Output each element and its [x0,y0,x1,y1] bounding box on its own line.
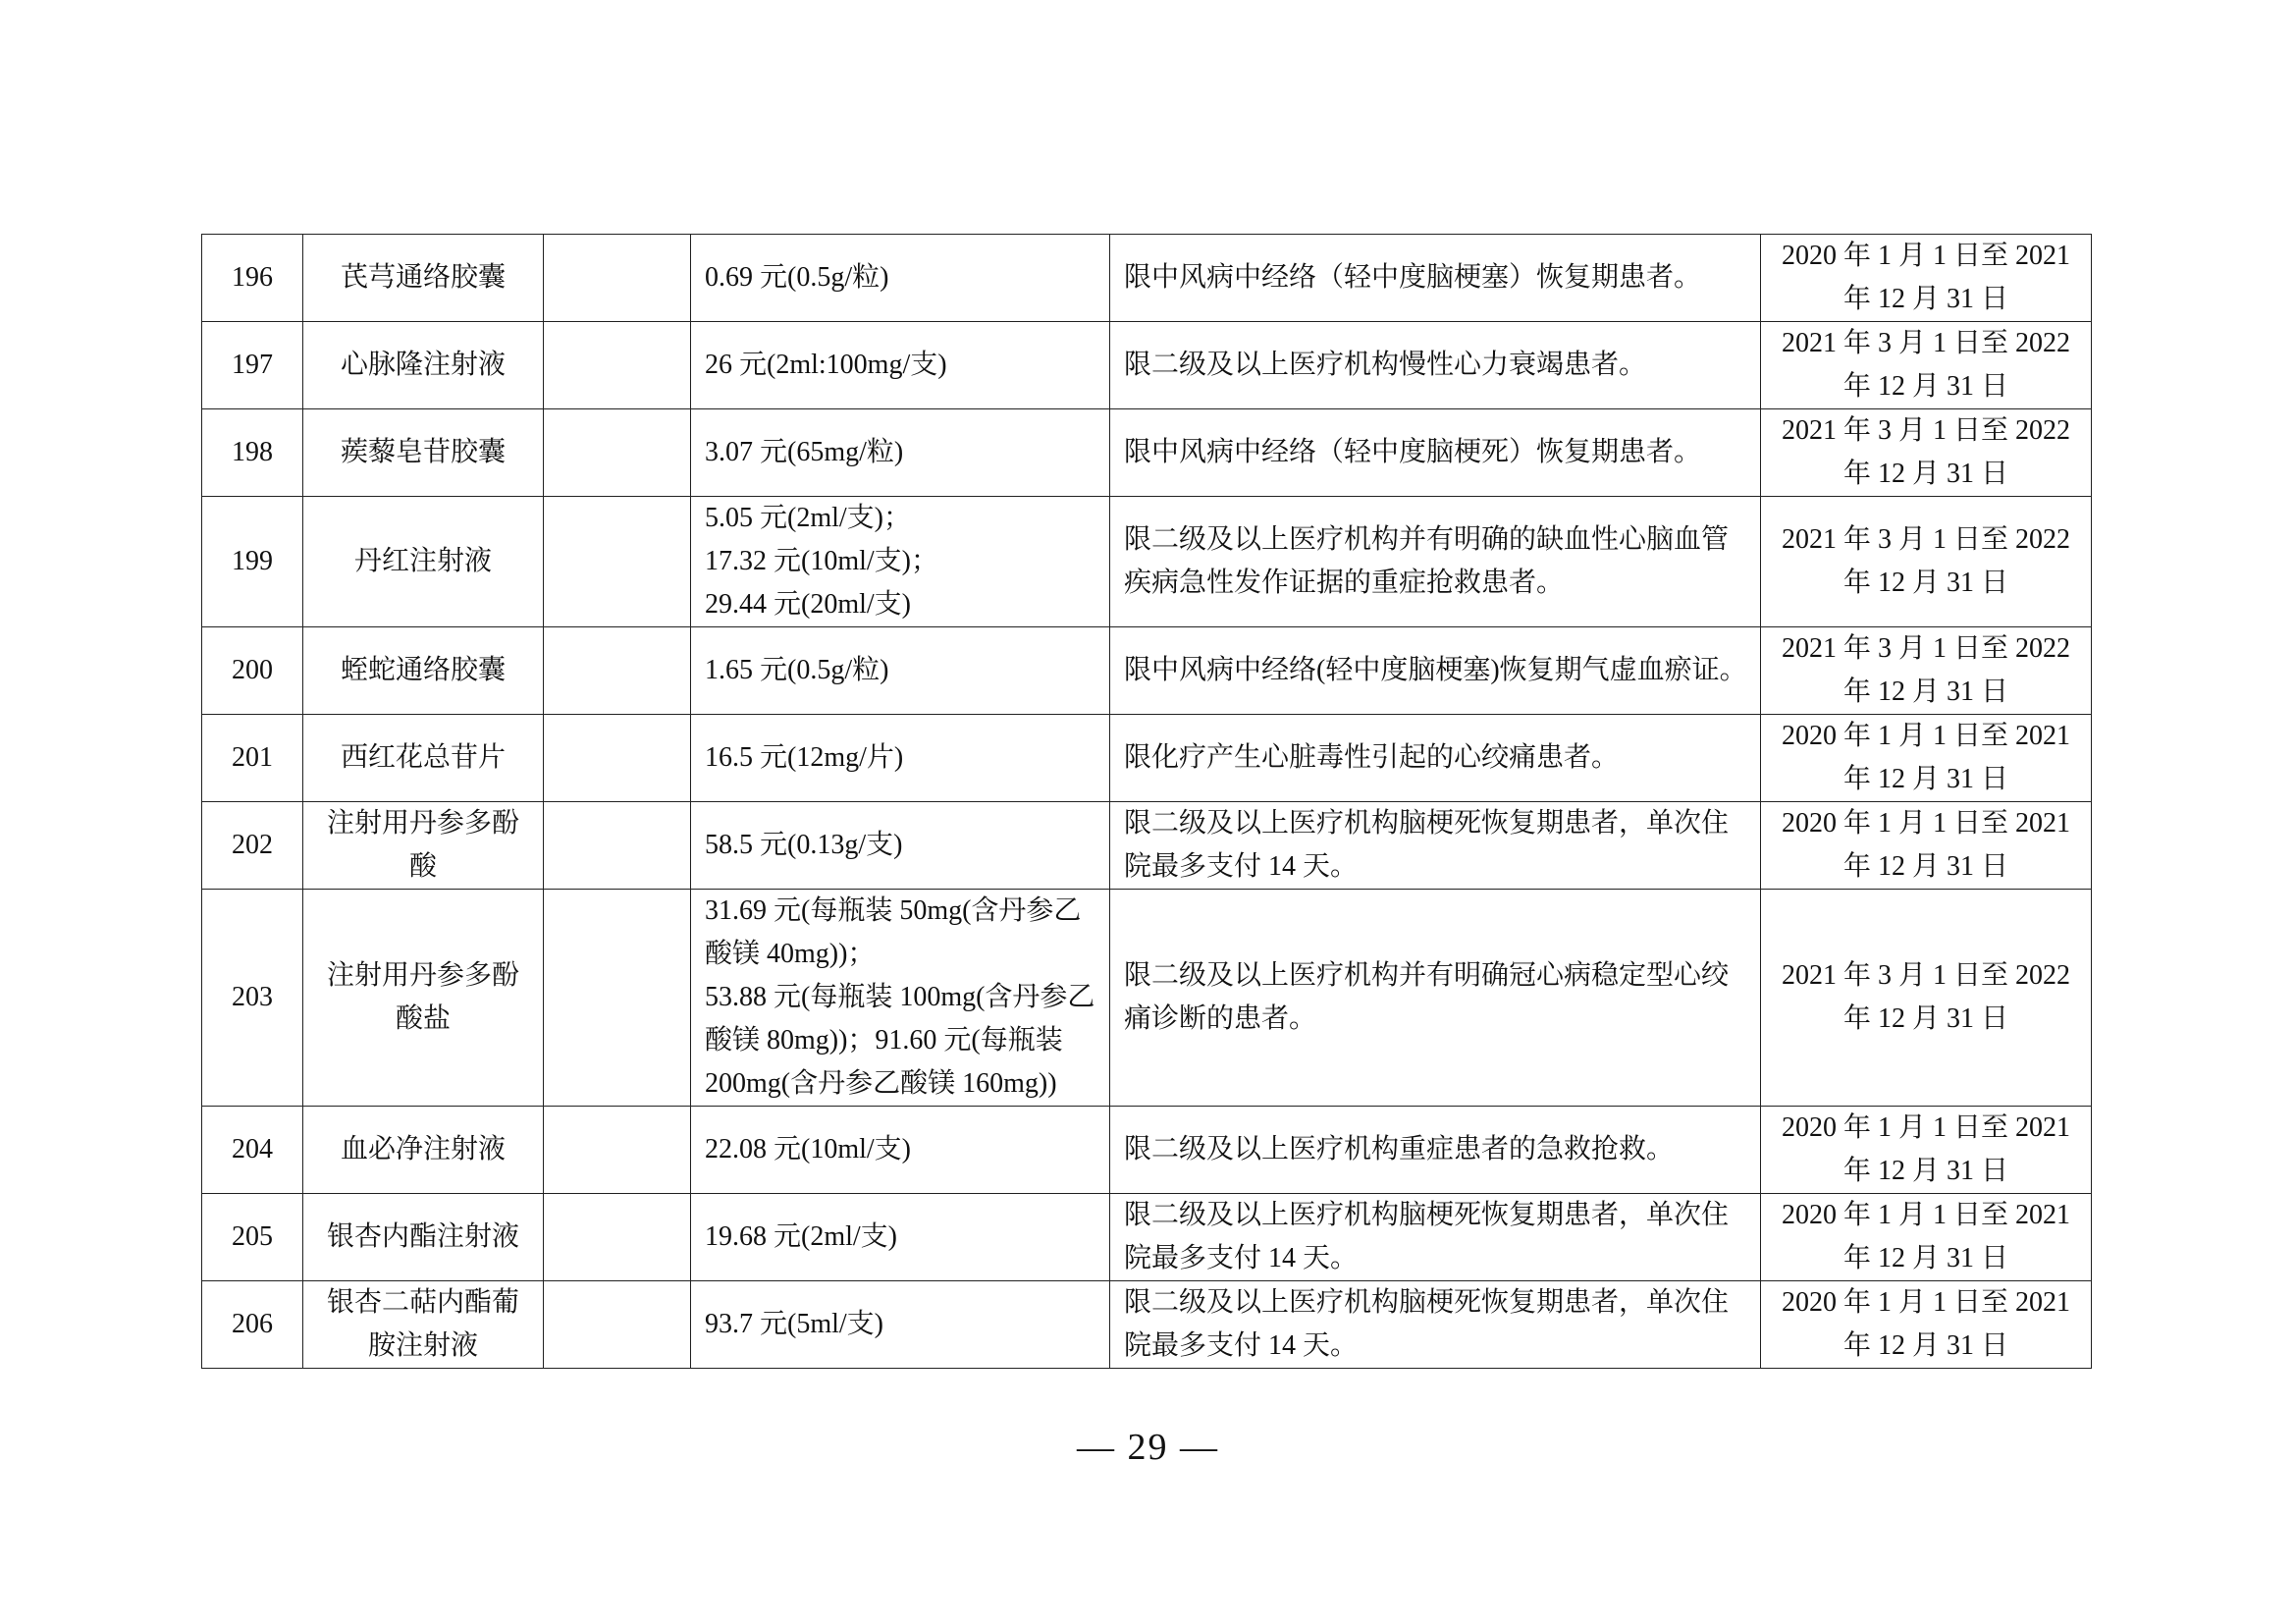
drug-name [303,322,544,409]
row-number: 203 [202,890,303,1107]
blank-cell [544,497,691,627]
drug-name-line: 酸 [408,851,437,882]
payment-restriction-line: 限二级及以上医疗机构并有明确的缺血性心脑血管 [1124,524,1730,555]
validity-period [1761,322,2092,409]
table-row [202,802,2092,890]
row-number: 198 [202,409,303,497]
payment-restriction-line: 限中风病中经络（轻中度脑梗死）恢复期患者。 [1124,437,1702,467]
drug-price [691,715,1110,802]
drug-price [691,497,1110,627]
blank-cell [544,890,691,1107]
payment-restriction [1110,322,1761,409]
drug-table [201,234,2092,1369]
drug-name [303,1194,544,1281]
page-number: — 29 — [1077,1427,1219,1468]
drug-price-line: 19.68 元(2ml/支) [705,1221,897,1252]
validity-period [1761,497,2092,627]
payment-restriction-line: 疾病急性发作证据的重症抢救患者。 [1124,568,1565,598]
table-row [202,1107,2092,1194]
payment-restriction-line: 限中风病中经络（轻中度脑梗塞）恢复期患者。 [1124,262,1702,293]
drug-table-body [202,235,2092,1369]
drug-price-line: 16.5 元(12mg/片) [705,742,904,773]
payment-restriction-line: 限化疗产生心脏毒性引起的心绞痛患者。 [1124,742,1620,773]
drug-price [691,1281,1110,1369]
validity-period-line: 年 12 月 31 日 [1842,568,2008,598]
validity-period-line: 2020 年 1 月 1 日至 2021 [1781,1112,2070,1143]
drug-name-line: 芪芎通络胶囊 [340,262,506,293]
drug-price-line: 53.88 元(每瓶装 100mg(含丹参乙 [705,982,1095,1012]
row-number: 200 [202,627,303,715]
validity-period-line: 年 12 月 31 日 [1842,371,2008,402]
table-row [202,497,2092,627]
drug-name [303,802,544,890]
blank-cell [544,235,691,322]
drug-price-line: 200mg(含丹参乙酸镁 160mg)) [705,1068,1057,1099]
drug-price-line: 17.32 元(10ml/支)； [705,546,938,576]
drug-price [691,409,1110,497]
blank-cell [544,1194,691,1281]
validity-period [1761,409,2092,497]
payment-restriction [1110,715,1761,802]
validity-period-line: 年 12 月 31 日 [1842,459,2008,489]
blank-cell [544,322,691,409]
validity-period [1761,1281,2092,1369]
validity-period-line: 2020 年 1 月 1 日至 2021 [1781,721,2070,751]
validity-period-line: 2021 年 3 月 1 日至 2022 [1781,960,2070,991]
payment-restriction-line: 限二级及以上医疗机构脑梗死恢复期患者，单次住 [1124,808,1730,839]
validity-period-line: 年 12 月 31 日 [1842,764,2008,794]
payment-restriction-line: 限二级及以上医疗机构脑梗死恢复期患者，单次住 [1124,1200,1730,1230]
drug-price-line: 酸镁 80mg))；91.60 元(每瓶装 [705,1025,1063,1056]
drug-name-line: 胺注射液 [367,1330,478,1361]
validity-period [1761,715,2092,802]
validity-period-line: 2021 年 3 月 1 日至 2022 [1781,633,2070,664]
drug-name-line: 银杏内酯注射液 [326,1221,519,1252]
drug-price [691,890,1110,1107]
validity-period [1761,235,2092,322]
drug-name-line: 酸盐 [395,1003,451,1034]
validity-period-line: 年 12 月 31 日 [1842,1156,2008,1186]
drug-price-line: 0.69 元(0.5g/粒) [705,262,889,293]
blank-cell [544,715,691,802]
drug-price-line: 1.65 元(0.5g/粒) [705,655,889,685]
drug-price [691,1194,1110,1281]
drug-price-line: 58.5 元(0.13g/支) [705,830,903,860]
validity-period-line: 2021 年 3 月 1 日至 2022 [1781,415,2070,446]
validity-period-line: 年 12 月 31 日 [1842,1243,2008,1273]
validity-period-line: 年 12 月 31 日 [1842,1330,2008,1361]
validity-period [1761,1107,2092,1194]
validity-period [1761,627,2092,715]
payment-restriction-line: 院最多支付 14 天。 [1124,1330,1359,1361]
validity-period [1761,890,2092,1107]
drug-price-line: 31.69 元(每瓶装 50mg(含丹参乙 [705,895,1082,926]
row-number: 197 [202,322,303,409]
validity-period-line: 2021 年 3 月 1 日至 2022 [1781,524,2070,555]
drug-name [303,1107,544,1194]
drug-price [691,235,1110,322]
blank-cell [544,627,691,715]
table-row [202,322,2092,409]
validity-period-line: 2021 年 3 月 1 日至 2022 [1781,328,2070,358]
payment-restriction [1110,890,1761,1107]
validity-period [1761,802,2092,890]
blank-cell [544,409,691,497]
table-row [202,409,2092,497]
row-number: 205 [202,1194,303,1281]
drug-name-line: 蒺藜皂苷胶囊 [340,437,506,467]
table-row [202,235,2092,322]
payment-restriction-line: 限中风病中经络(轻中度脑梗塞)恢复期气虚血瘀证。 [1124,655,1747,685]
drug-name [303,497,544,627]
validity-period-line: 年 12 月 31 日 [1842,1003,2008,1034]
table-row [202,890,2092,1107]
table-row [202,1281,2092,1369]
drug-price-line: 26 元(2ml:100mg/支) [705,350,947,380]
blank-cell [544,1107,691,1194]
drug-price [691,322,1110,409]
drug-name-line: 注射用丹参多酚 [326,808,519,839]
payment-restriction [1110,1281,1761,1369]
payment-restriction [1110,1194,1761,1281]
payment-restriction [1110,235,1761,322]
drug-price-line: 酸镁 40mg))； [705,939,876,969]
drug-name-line: 丹红注射液 [353,546,492,576]
validity-period-line: 2020 年 1 月 1 日至 2021 [1781,1200,2070,1230]
payment-restriction [1110,627,1761,715]
payment-restriction-line: 痛诊断的患者。 [1124,1003,1317,1034]
validity-period-line: 2020 年 1 月 1 日至 2021 [1781,1287,2070,1318]
drug-price [691,1107,1110,1194]
drug-name [303,409,544,497]
blank-cell [544,1281,691,1369]
drug-price-line: 3.07 元(65mg/粒) [705,437,904,467]
row-number: 202 [202,802,303,890]
payment-restriction [1110,497,1761,627]
payment-restriction-line: 限二级及以上医疗机构重症患者的急救抢救。 [1124,1134,1675,1164]
drug-price-line: 93.7 元(5ml/支) [705,1309,883,1339]
validity-period-line: 2020 年 1 月 1 日至 2021 [1781,241,2070,271]
payment-restriction [1110,802,1761,890]
drug-name-line: 蛭蛇通络胶囊 [340,655,506,685]
payment-restriction-line: 限二级及以上医疗机构慢性心力衰竭患者。 [1124,350,1647,380]
payment-restriction-line: 院最多支付 14 天。 [1124,1243,1359,1273]
payment-restriction-line: 院最多支付 14 天。 [1124,851,1359,882]
drug-name [303,715,544,802]
drug-name-line: 银杏二萜内酯葡 [326,1287,519,1318]
drug-price-line: 29.44 元(20ml/支) [705,589,911,620]
validity-period [1761,1194,2092,1281]
drug-name [303,235,544,322]
drug-name-line: 西红花总苷片 [340,742,506,773]
payment-restriction-line: 限二级及以上医疗机构脑梗死恢复期患者，单次住 [1124,1287,1730,1318]
table-row [202,1194,2092,1281]
drug-price-line: 22.08 元(10ml/支) [705,1134,911,1164]
drug-price [691,802,1110,890]
drug-name [303,890,544,1107]
validity-period-line: 年 12 月 31 日 [1842,677,2008,707]
validity-period-line: 年 12 月 31 日 [1842,851,2008,882]
drug-price [691,627,1110,715]
drug-name-line: 血必净注射液 [340,1134,506,1164]
payment-restriction [1110,1107,1761,1194]
table-row [202,715,2092,802]
blank-cell [544,802,691,890]
validity-period-line: 年 12 月 31 日 [1842,284,2008,314]
payment-restriction-line: 限二级及以上医疗机构并有明确冠心病稳定型心绞 [1124,960,1730,991]
row-number: 199 [202,497,303,627]
row-number: 196 [202,235,303,322]
row-number: 204 [202,1107,303,1194]
drug-name-line: 注射用丹参多酚 [326,960,519,991]
drug-name-line: 心脉隆注射液 [340,350,506,380]
row-number: 206 [202,1281,303,1369]
row-number: 201 [202,715,303,802]
table-row [202,627,2092,715]
validity-period-line: 2020 年 1 月 1 日至 2021 [1781,808,2070,839]
payment-restriction [1110,409,1761,497]
drug-name [303,627,544,715]
drug-price-line: 5.05 元(2ml/支)； [705,503,911,533]
drug-name [303,1281,544,1369]
